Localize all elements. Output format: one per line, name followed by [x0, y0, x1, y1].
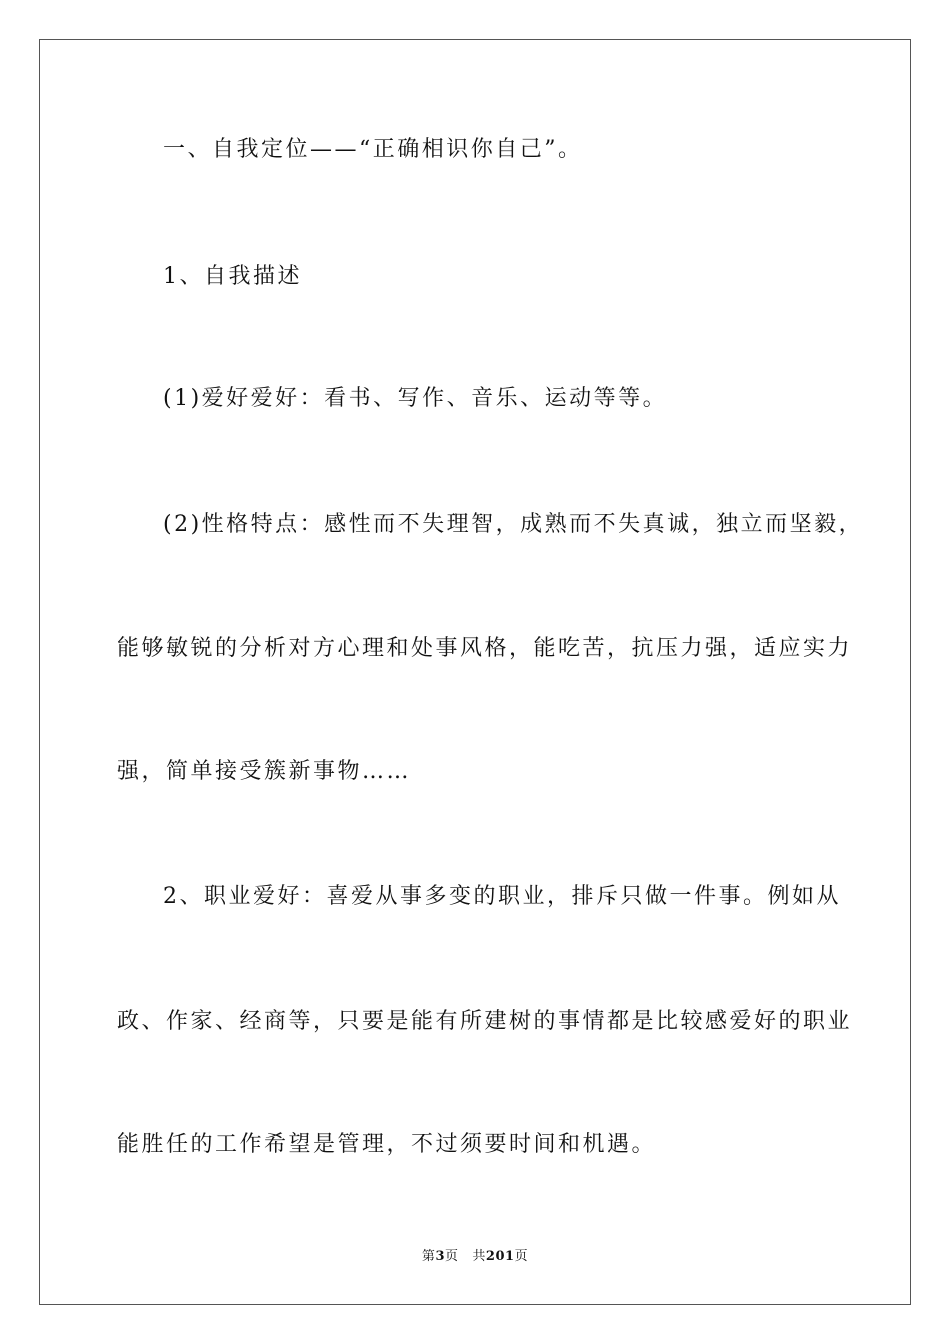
section-heading: 一、自我定位——“正确相识你自己”。 [163, 137, 583, 162]
footer-prefix: 第 [421, 1249, 436, 1264]
paragraph-career-line-3: 能胜任的工作希望是管理，不过须要时间和机遇。 [117, 1132, 657, 1157]
paragraph-personality-line-3: 强，简单接受簇新事物…… [117, 759, 412, 784]
total-pages: 201 [485, 1249, 515, 1264]
page-number: 3 [435, 1249, 445, 1264]
footer-total-suffix: 页 [514, 1249, 529, 1264]
paragraph-personality-line-1: (2)性格特点：感性而不失理智，成熟而不失真诚，独立而坚毅， [163, 512, 864, 537]
paragraph-career-line-1: 2、职业爱好：喜爱从事多变的职业，排斥只做一件事。例如从 [163, 884, 841, 909]
paragraph-hobbies: (1)爱好爱好：看书、写作、音乐、运动等等。 [163, 386, 668, 411]
paragraph-personality-line-2: 能够敏锐的分析对方心理和处事风格，能吃苦，抗压力强，适应实力 [117, 636, 853, 661]
paragraph-career-line-2: 政、作家、经商等，只要是能有所建树的事情都是比较感爱好的职业 [117, 1009, 853, 1034]
page-footer [0, 1248, 950, 1266]
footer-page-suffix: 页 [444, 1249, 459, 1264]
page-border [39, 39, 911, 1305]
subsection-heading: 1、自我描述 [163, 264, 302, 289]
footer-total-prefix: 共 [472, 1249, 486, 1264]
